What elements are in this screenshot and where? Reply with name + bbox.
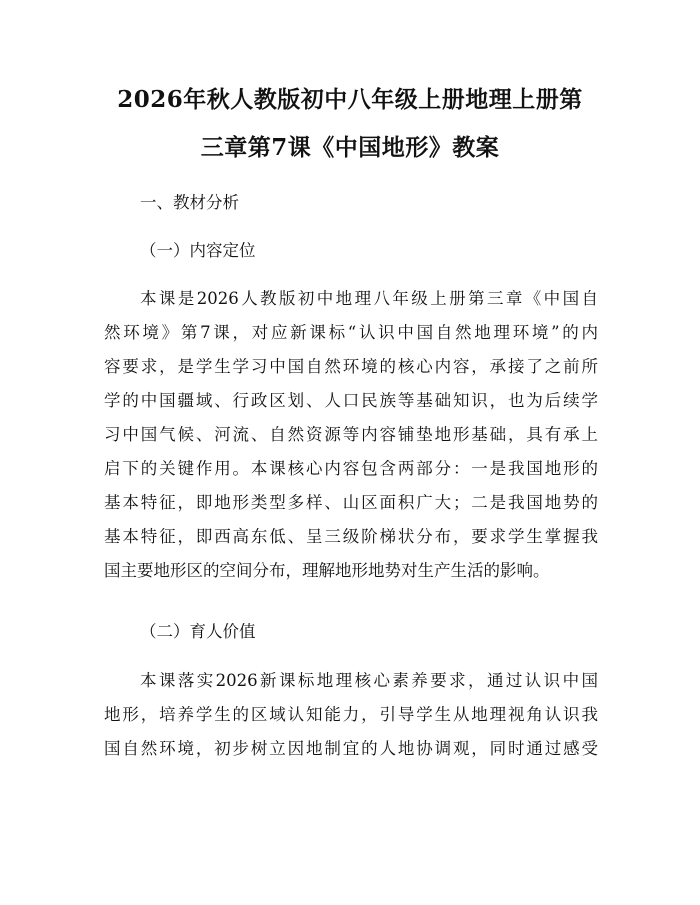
paragraph-1-line: 本课是2026人教版初中地理八年级上册第三章《中国自 [140,289,598,308]
section-heading-textbook-analysis: 一、教材分析 [140,193,239,212]
paragraph-1-line: 启下的关键作用。本课核心内容包含两部分：一是我国地形的 [104,459,598,478]
subsection-heading-content-positioning: （一）内容定位 [140,241,256,260]
paragraph-1-line: 基本特征，即地形类型多样、山区面积广大；二是我国地势的 [104,493,598,512]
paragraph-1-line: 基本特征，即西高东低、呈三级阶梯状分布，要求学生掌握我 [104,527,598,546]
paragraph-1-line: 然环境》第7课，对应新课标“认识中国自然地理环境”的内 [104,323,598,342]
paragraph-1-line: 学的中国疆域、行政区划、人口民族等基础知识，也为后续学 [104,391,598,410]
paragraph-1-line: 国主要地形区的空间分布，理解地形地势对生产生活的影响。 [104,561,550,580]
paragraph-2-line: 地形，培养学生的区域认知能力，引导学生从地理视角认识我 [104,705,598,724]
subsection-heading-educational-value: （二）育人价值 [140,622,256,641]
paragraph-1-line: 容要求，是学生学习中国自然环境的核心内容，承接了之前所 [104,357,598,376]
paragraph-2-line: 本课落实2026新课标地理核心素养要求，通过认识中国 [140,671,598,690]
paragraph-1-line: 习中国气候、河流、自然资源等内容铺垫地形基础，具有承上 [104,425,598,444]
document-title-line-1: 2026年秋人教版初中八年级上册地理上册第 [117,86,583,113]
document-title-line-2: 三章第7课《中国地形》教案 [200,134,500,161]
paragraph-2-line: 国自然环境，初步树立因地制宜的人地协调观，同时通过感受 [104,739,598,758]
